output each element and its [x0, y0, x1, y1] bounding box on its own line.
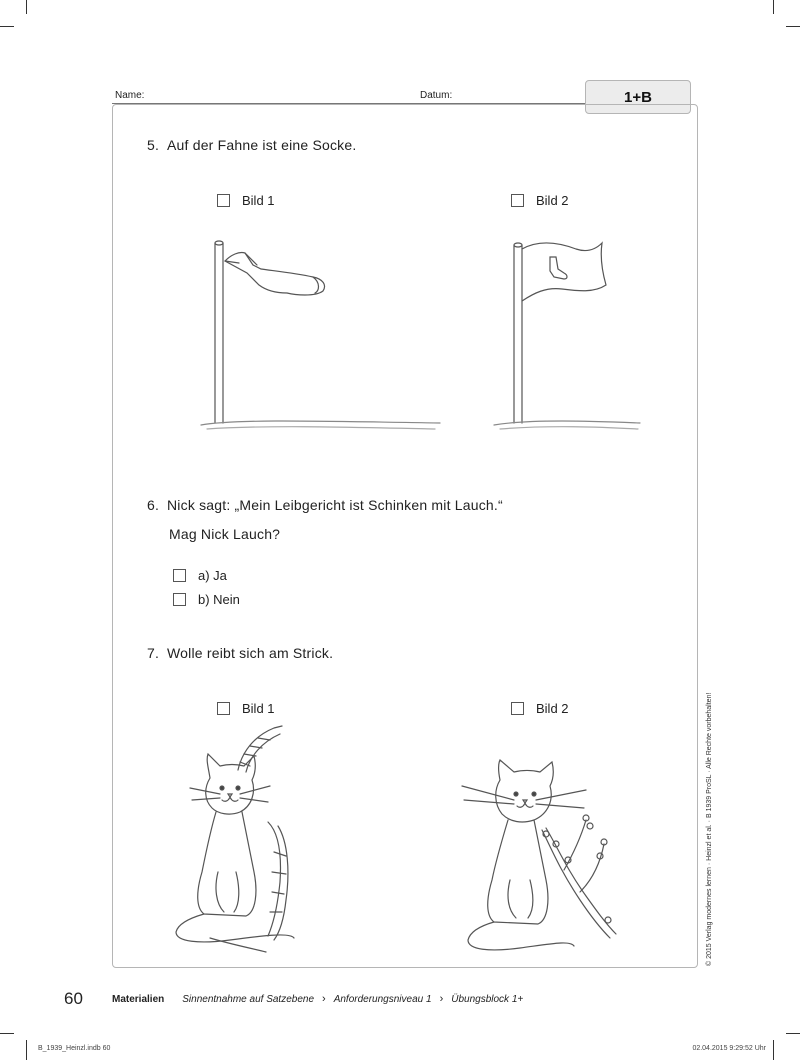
- option-q7-bild1[interactable]: [217, 701, 275, 716]
- checkbox[interactable]: [173, 569, 186, 582]
- option-q5-bild1[interactable]: [217, 193, 275, 208]
- cat-with-branch-illustration: [460, 760, 630, 960]
- footer-crumb: Sinnentnahme auf Satzebene: [182, 993, 315, 1005]
- footer-breadcrumb: [112, 993, 523, 1005]
- flag-with-sock-illustration: [490, 235, 650, 435]
- checkbox[interactable]: [217, 194, 230, 207]
- question-text: Auf der Fahne ist eine Socke.: [167, 137, 357, 153]
- option-label: Bild 1: [242, 701, 275, 716]
- question-6: [147, 497, 503, 513]
- checkbox[interactable]: [511, 702, 524, 715]
- question-text: Nick sagt: „Mein Leibgericht ist Schinken mit Lauch.“: [167, 497, 503, 513]
- footer-separator: ›: [322, 993, 326, 1005]
- question-subtext: Mag Nick Lauch?: [169, 526, 281, 542]
- page-number: 60: [64, 989, 83, 1008]
- print-slug-right: 02.04.2015 9:29:52 Uhr: [692, 1045, 766, 1052]
- checkbox[interactable]: [511, 194, 524, 207]
- checkbox[interactable]: [217, 702, 230, 715]
- question-number: 6.: [147, 497, 160, 513]
- crop-mark: [773, 1040, 774, 1060]
- option-q6-nein[interactable]: [173, 592, 240, 607]
- question-7: [147, 645, 333, 661]
- option-q5-bild2[interactable]: [511, 193, 569, 208]
- print-slug-left: B_1939_Heinzl.indb 60: [38, 1045, 111, 1052]
- question-5: [147, 137, 356, 153]
- question-text: Wolle reibt sich am Strick.: [167, 645, 334, 661]
- option-label: Bild 2: [536, 701, 569, 716]
- question-number: 5.: [147, 137, 160, 153]
- flagpole-sock-illustration: [195, 235, 445, 435]
- footer-crumb: Anforderungsniveau 1: [333, 993, 432, 1005]
- checkbox[interactable]: [173, 593, 186, 606]
- footer-crumb: Übungsblock 1+: [451, 993, 524, 1005]
- copyright-notice: © 2015 Verlag modernes lernen · Heinzl et al. · B 1939 ProSL · Alle Rechte vorbehalten!: [706, 692, 713, 966]
- crop-mark: [26, 1040, 27, 1060]
- footer-section: Materialien: [112, 993, 165, 1005]
- option-label: b) Nein: [198, 592, 240, 607]
- crop-mark: [786, 26, 800, 27]
- crop-mark: [786, 1033, 800, 1034]
- level-text: 1+B: [624, 88, 652, 106]
- crop-mark: [0, 26, 14, 27]
- question-6-subtext: [169, 526, 280, 542]
- option-label: Bild 2: [536, 193, 569, 208]
- name-label: Name:: [115, 90, 145, 101]
- option-label: a) Ja: [198, 568, 227, 583]
- option-q7-bild2[interactable]: [511, 701, 569, 716]
- question-number: 7.: [147, 645, 160, 661]
- crop-mark: [0, 1033, 14, 1034]
- crop-mark: [773, 0, 774, 14]
- crop-mark: [26, 0, 27, 14]
- cat-with-rope-illustration: [170, 722, 310, 962]
- footer-separator: ›: [439, 993, 444, 1005]
- option-q6-ja[interactable]: [173, 568, 227, 583]
- option-label: Bild 1: [242, 193, 275, 208]
- date-label: Datum:: [420, 90, 453, 101]
